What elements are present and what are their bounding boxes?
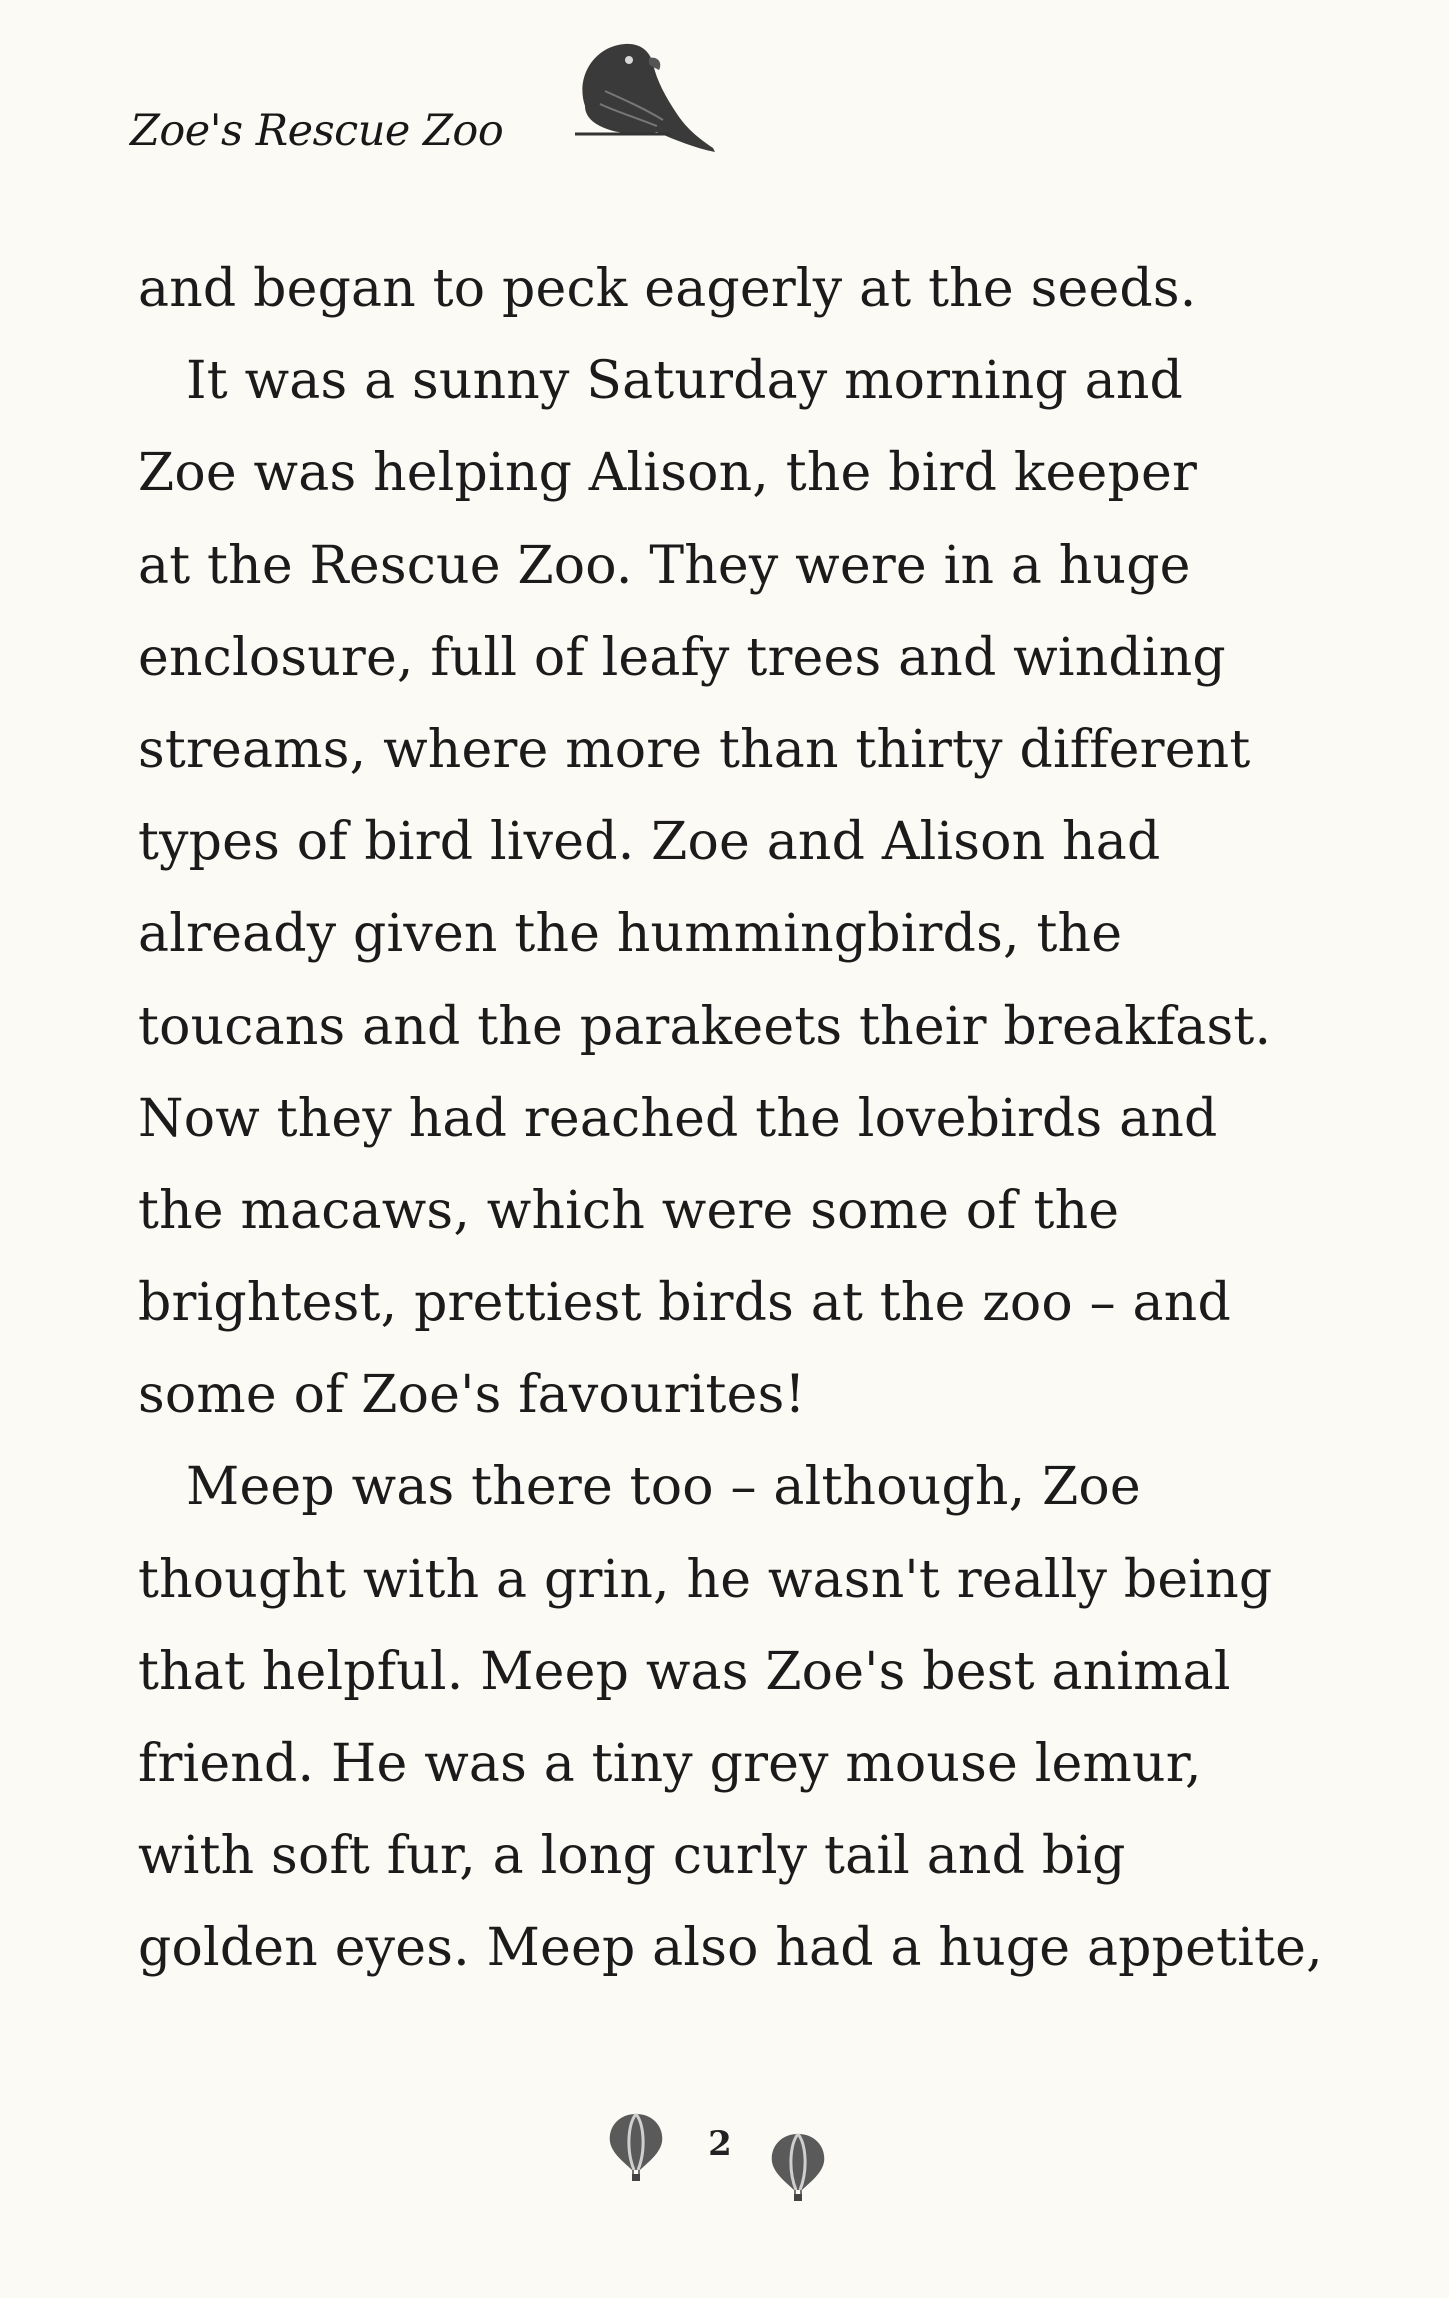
page-body [138, 258, 1323, 2010]
text-line: with soft fur, a long curly tail and big [138, 1826, 1126, 1887]
text-line: enclosure, full of leafy trees and winding [138, 627, 1226, 688]
text-line: Now they had reached the lovebirds and [138, 1088, 1218, 1149]
page-footer [0, 2100, 1449, 2220]
text-line: toucans and the parakeets their breakfast. [138, 996, 1272, 1057]
page-number: 2 [708, 2124, 732, 2164]
text-line: some of Zoe's favourites! [138, 1365, 806, 1426]
text-line: the macaws, which were some of the [138, 1180, 1120, 1241]
text-line: that helpful. Meep was Zoe's best animal [138, 1641, 1231, 1702]
text-line: Meep was there too – although, Zoe [186, 1457, 1141, 1518]
page-header [130, 60, 730, 180]
parrot-icon [545, 36, 720, 181]
hot-air-balloon-icon [766, 2130, 830, 2210]
text-line: streams, where more than thirty different [138, 719, 1251, 780]
series-title: Zoe's Rescue Zoo [130, 106, 504, 156]
text-line: golden eyes. Meep also had a huge appetite, [138, 1918, 1323, 1979]
text-line: Zoe was helping Alison, the bird keeper [138, 443, 1197, 504]
text-line: brightest, prettiest birds at the zoo – and [138, 1273, 1231, 1334]
text-line: thought with a grin, he wasn't really being [138, 1549, 1273, 1610]
text-line: at the Rescue Zoo. They were in a huge [138, 535, 1191, 596]
text-line: already given the hummingbirds, the [138, 904, 1123, 965]
text-line: friend. He was a tiny grey mouse lemur, [138, 1734, 1202, 1794]
hot-air-balloon-icon [604, 2110, 668, 2190]
text-line: and began to peck eagerly at the seeds. [138, 259, 1197, 319]
text-line: types of bird lived. Zoe and Alison had [138, 812, 1161, 873]
text-line: It was a sunny Saturday morning and [186, 351, 1184, 412]
